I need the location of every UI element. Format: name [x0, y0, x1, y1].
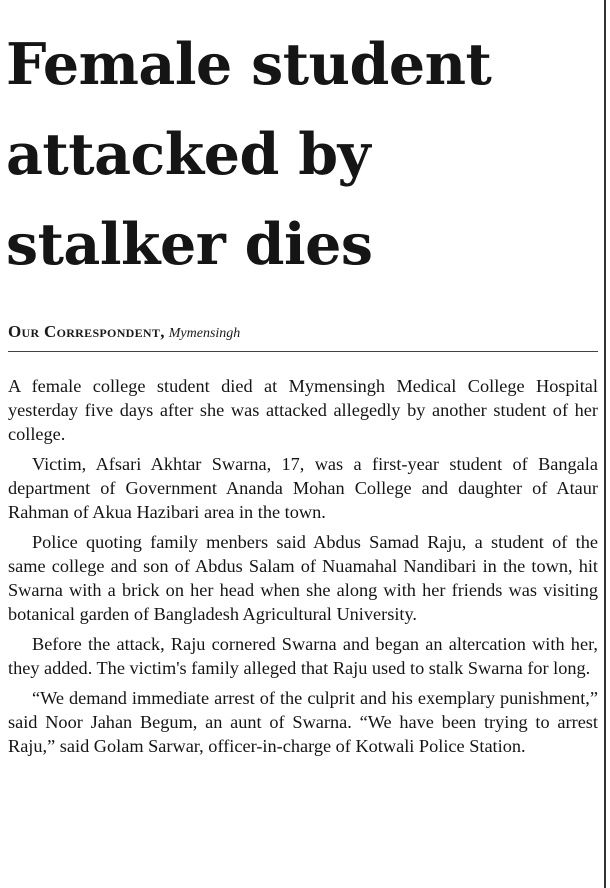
- byline-location: Mymensingh: [168, 326, 241, 341]
- byline: [8, 322, 598, 342]
- byline-divider: [8, 351, 598, 352]
- article-paragraph: “We demand immediate arrest of the culprit and his exemplary punishment,” said Noor Jahan Begum, an aunt of Swarna. “We have been trying to arrest Raju,” said Golam Sarwar, officer-in-charge of Kotwali Police Station.: [8, 688, 598, 756]
- article-paragraph: A female college student died at Mymensingh Medical College Hospital yesterday five days after she was attacked allegedly by another student of her college.: [8, 376, 598, 444]
- headline-line: Female student: [6, 31, 492, 98]
- article-paragraph: Victim, Afsari Akhtar Swarna, 17, was a first-year student of Bangala department of Government Ananda Mohan College and daughter of Ataur Rahman of Akua Hazibari area in the town.: [8, 454, 598, 522]
- byline-author: Our Correspondent,: [8, 322, 165, 341]
- column-divider: [604, 0, 606, 888]
- article-body: [8, 374, 598, 764]
- article-paragraph: Before the attack, Raju cornered Swarna and began an altercation with her, they added. The victim's family alleged that Raju used to stalk Swarna for long.: [8, 634, 598, 678]
- headline-line: stalker dies: [6, 211, 373, 278]
- headline: [6, 20, 601, 290]
- headline-line: attacked by: [6, 121, 371, 188]
- article-paragraph: Police quoting family menbers said Abdus Samad Raju, a student of the same college and son of Abdus Salam of Nuamahal Nandibari in the town, hit Swarna with a brick on her head when she along with her friends was visiting botanical garden of Bangladesh Agricultural University.: [8, 532, 598, 624]
